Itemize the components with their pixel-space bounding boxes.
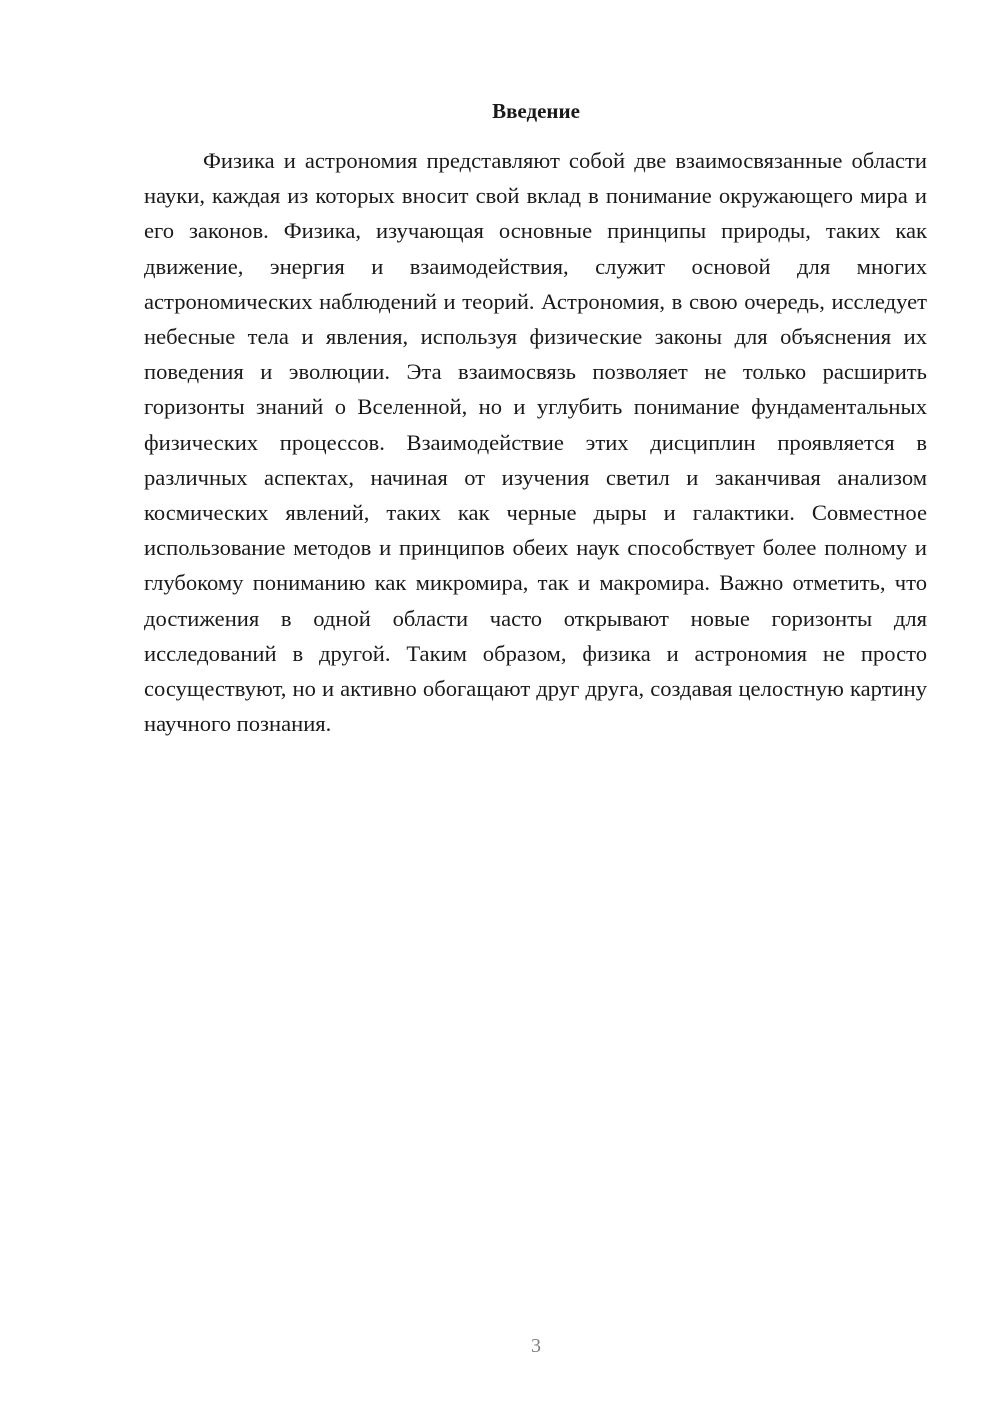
page-number: 3 xyxy=(531,1335,541,1357)
body-paragraph: Физика и астрономия представляют собой две взаимосвязанные области науки, каждая из которых вносит свой вклад в понимание окружающего мира и его законов. Физика, изучающая основные принципы природы, таких как движение, энергия и взаимодействия, служит основой для многих астрономических наблюдений и теорий. Астрономия, в свою очередь, исследует небесные тела и явления, используя физические законы для объяснения их поведения и эволюции. Эта взаимосвязь позволяет не только расширить горизонты знаний о Вселенной, но и углубить понимание фундаментальных физических процессов. Взаимодействие этих дисциплин проявляется в различных аспектах, начиная от изучения светил и заканчивая анализом космических явлений, таких как черные дыры и галактики. Совместное использование методов и принципов обеих наук способствует более полному и глубокому пониманию как микромира, так и макромира. Важно отметить, что достижения в одной области часто открывают новые горизонты для исследований в другой. Таким образом, физика и астрономия не просто сосуществуют, но и активно обогащают друг друга, создавая целостную картину научного познания. xyxy=(144,148,927,737)
section-heading: Введение xyxy=(492,99,580,123)
